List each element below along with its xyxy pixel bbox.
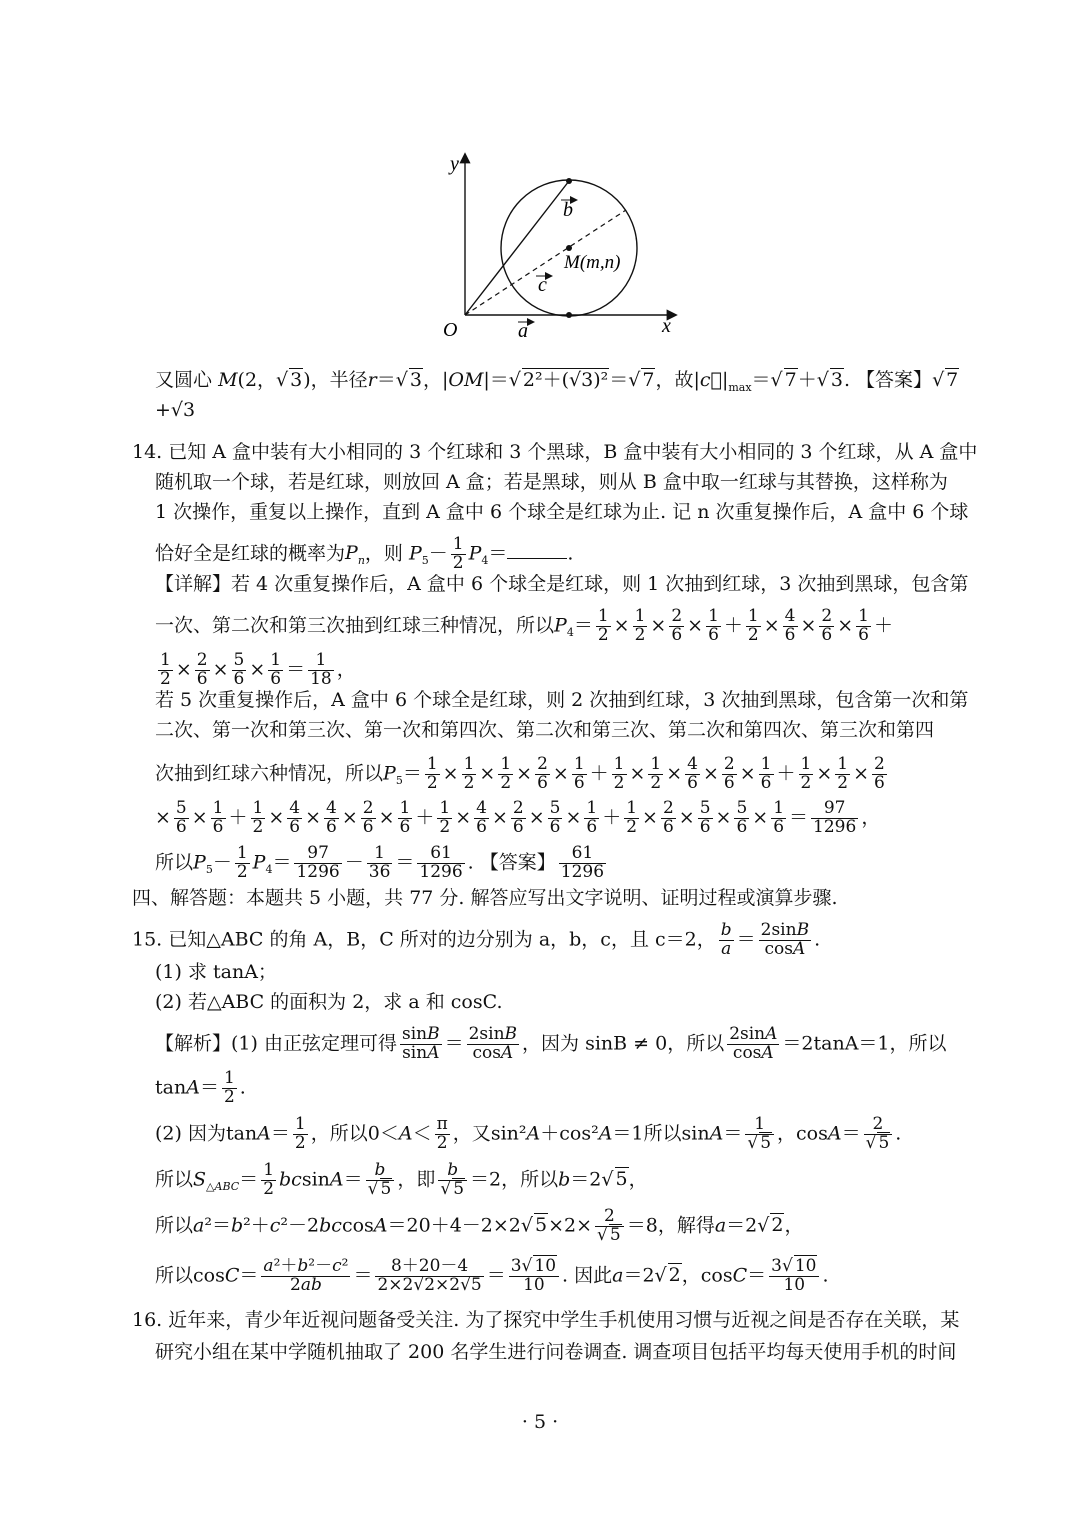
q14-detail-3: $\frac{1}{2}$ × $\frac{2}{6}$ × $\frac{5}{6}$ × $\frac{1}{6}$ ＝ $\frac{1}{18}$ ， bbox=[160, 650, 356, 689]
q15-sol-3-c: ，所以 bbox=[501, 1168, 559, 1191]
q15-sol-1-b: ，因为 sinB ≠ 0，所以 bbox=[522, 1032, 725, 1055]
q14-stem-4: 恰好全是红球的概率为$P_n$，则 $P_5-$ $\frac{1}{2}$ $P_4=$ . bbox=[155, 534, 574, 573]
q15-sol-4-b: ，解得 bbox=[657, 1214, 715, 1237]
q15-sol-4: 所以a²＝b²＋c²－2bccosA＝20＋4－2×2√ 5×2× $\frac{2}{√ 5}$ ＝8，解得a＝2√ 2， bbox=[155, 1206, 804, 1245]
y-label: y bbox=[450, 153, 459, 175]
point-center bbox=[566, 245, 572, 251]
q15-part-2: (2) 若△ABC 的面积为 2，求 a 和 cosC. bbox=[155, 991, 503, 1013]
center-label: M(m,n) bbox=[564, 252, 621, 273]
q14-stem-4-text: 恰好全是红球的概率为 bbox=[155, 542, 346, 565]
q13-answer-label: 【答案】 bbox=[856, 369, 933, 391]
q15-stem-text: 15. 已知△ABC 的角 A，B，C 所对的边分别为 a，b，c，且 c＝2， bbox=[132, 928, 716, 951]
section-4-heading: 四、解答题：本题共 5 小题，共 77 分. 解答应写出文字说明、证明过程或演算步骤. bbox=[132, 887, 838, 909]
q15-part-1: (1) 求 tanA； bbox=[155, 961, 277, 983]
origin-label: O bbox=[443, 319, 458, 341]
q14-stem-1: 14. 已知 A 盒中装有大小相同的 3 个红球和 3 个黑球，B 盒中装有大小相同的 3 个红球，从 A 盒中 bbox=[132, 441, 978, 463]
q15-sol-2: (2) 因为tanA＝ $\frac{1}{2}$ ，所以0＜A＜ $\frac{\pi}{2}$ ，又sin²A＋cos²A＝1所以sinA＝ $\frac{1}{√ 5}$ ，cosA＝ $\frac{2}{√ 5}$ . bbox=[155, 1114, 902, 1153]
q15-sol-3-b: ，即 bbox=[397, 1168, 436, 1191]
vector-b bbox=[465, 181, 569, 315]
q15-sol-4-a: 所以 bbox=[155, 1214, 194, 1237]
vec-b-label: b bbox=[563, 199, 573, 221]
q14-final: 所以$P_5-$ $\frac{1}{2}$ $P_4=$ $\frac{97}{1296}$ － $\frac{1}{36}$ ＝ $\frac{61}{1296}$ . 【答案】 $\frac{61}{1296}$ bbox=[155, 843, 605, 882]
q14-detail-1: 【详解】若 4 次重复操作后，A 盒中 6 个球全是红球，则 1 次抽到红球，3 次抽到黑球，包含第 bbox=[155, 573, 969, 595]
q13-text-c: ，故 bbox=[655, 369, 694, 391]
q14-detail-5: 二次、第一次和第三次、第一次和第四次、第二次和第三次、第二次和第四次、第三次和第四 bbox=[155, 719, 935, 741]
q15-sol-5-a: 所以 bbox=[155, 1264, 194, 1287]
q15-sol-2-b: ，所以 bbox=[310, 1122, 368, 1145]
q14-detail-4: 若 5 次重复操作后，A 盒中 6 个球全是红球，则 2 次抽到红球，3 次抽到黑球，包含第一次和第 bbox=[155, 689, 969, 711]
q15-sol-3: 所以$S_{\triangle ABC}=$ $\frac{1}{2}$ bcsinA＝ $\frac{b}{√ 5}$ ，即 $\frac{b}{√ 5}$ ＝2，所以b＝2√ 5， bbox=[155, 1160, 648, 1199]
page-number: · 5 · bbox=[521, 1411, 559, 1433]
vector-circle-figure bbox=[430, 150, 690, 350]
q13-line-2: +√3 bbox=[155, 399, 196, 421]
vec-a-label: a bbox=[518, 320, 528, 342]
answer-blank[interactable] bbox=[507, 540, 567, 559]
q14-detail-7: × $\frac{5}{6}$ × $\frac{1}{6}$ ＋ $\frac{1}{2}$ × $\frac{4}{6}$ × $\frac{4}{6}$ × $\frac{2}{6}$ × $\frac{1}{6}$ ＋ $\frac{1}{2}$ × $\frac{4}{6}$ × $\frac{2}{6}$ × $\frac{5}{6}$ × $\frac{1}{6}$ ＋ $\frac{1}{2}$ × $\frac{2}{6}$ × $\frac{5}{6}$ × $\frac{5}{6}$ × $\frac{1}{6}$ ＝ $\frac{97}{1296}$ ， bbox=[155, 798, 881, 837]
q14-final-prefix: 所以 bbox=[155, 851, 194, 874]
q14-detail-2: 一次、第二次和第三次抽到红球三种情况，所以$P_4=$ $\frac{1}{2}$ × $\frac{1}{2}$ × $\frac{2}{6}$ × $\frac{1}{6}$ ＋ $\frac{1}{2}$ × $\frac{4}{6}$ × $\frac{2}{6}$ × $\frac{1}{6}$ ＋ bbox=[155, 606, 894, 645]
q15-sol-1-c: ＝2tanA＝1，所以 bbox=[782, 1032, 947, 1055]
q15-sol-1-a: 【解析】(1) 由正弦定理可得 bbox=[155, 1032, 397, 1055]
q15-sol-1: 【解析】(1) 由正弦定理可得 $\frac{\sin B}{\sin A}$ ＝ $\frac{2\sin B}{\cos A}$ ，因为 sinB ≠ 0，所以 $\frac{2\sin A}{\cos A}$ ＝2tanA＝1，所以 bbox=[155, 1024, 947, 1063]
q14-answer-label: 【答案】 bbox=[479, 851, 556, 874]
q15-sol-3-a: 所以 bbox=[155, 1168, 194, 1191]
point-bottom bbox=[566, 312, 572, 318]
q14-stem-2: 随机取一个球，若是红球，则放回 A 盒；若是黑球，则从 B 盒中取一红球与其替换，这样称为 bbox=[155, 471, 948, 493]
q15-sol-2-a: (2) 因为 bbox=[155, 1122, 226, 1145]
q15-stem: 15. 已知△ABC 的角 A，B，C 所对的边分别为 a，b，c，且 c＝2， $\frac{b}{a}$ ＝ $\frac{2\sin B}{\cos A}$ . bbox=[132, 920, 821, 959]
point-top bbox=[566, 178, 572, 184]
q15-sol-2-d: 所以 bbox=[643, 1122, 682, 1145]
q16-line-2: 研究小组在某中学随机抽取了 200 名学生进行问卷调查. 调查项目包括平均每天使用手机的时间 bbox=[155, 1341, 957, 1363]
vec-c-label: c bbox=[538, 274, 547, 296]
q13-text-a: 又圆心 bbox=[155, 369, 213, 391]
q13-line-1: 又圆心 M(2，√ 3)，半径r＝√ 3，|OM|＝√ 2²＋(√3)²＝√ 7，故$|c⃗|_{max}=√$ 7＋√ 3. 【答案】√ 7 bbox=[155, 369, 959, 394]
q15-sol-2-c: ，又 bbox=[452, 1122, 491, 1145]
q14-detail-6: 次抽到红球六种情况，所以$P_5=$ $\frac{1}{2}$ × $\frac{1}{2}$ × $\frac{1}{2}$ × $\frac{2}{6}$ × $\frac{1}{6}$ ＋ $\frac{1}{2}$ × $\frac{1}{2}$ × $\frac{4}{6}$ × $\frac{2}{6}$ × $\frac{1}{6}$ ＋ $\frac{1}{2}$ × $\frac{1}{2}$ × $\frac{2}{6}$ bbox=[155, 754, 885, 793]
q16-line-1: 16. 近年来，青少年近视问题备受关注. 为了探究中学生手机使用习惯与近视之间是否存在关联，某 bbox=[132, 1309, 960, 1331]
q14-detail-2-text: 一次、第二次和第三次抽到红球三种情况，所以 bbox=[155, 614, 555, 637]
q15-sol-5: 所以cosC＝ $\frac{\text{a²＋b²－c²}}{2ab}$ ＝ $\frac{8+20-4}{2\times 2√2\times 2√5}$ ＝ $\frac{3√ 10}{10}$ . 因此a＝2√ 2，cosC＝ $\frac{3√ 10}{10}$ . bbox=[155, 1256, 829, 1295]
q15-sol-1-result: tanA＝ $\frac{1}{2}$ . bbox=[155, 1068, 246, 1107]
q14-stem-3: 1 次操作，重复以上操作，直到 A 盒中 6 个球全是红球为止. 记 n 次重复操作后，A 盒中 6 个球 bbox=[155, 501, 969, 523]
x-label: x bbox=[662, 315, 671, 337]
q15-sol-5-b: . 因此 bbox=[562, 1264, 613, 1287]
q14-detail-6-text: 次抽到红球六种情况，所以 bbox=[155, 762, 384, 785]
q13-text-b: ，半径 bbox=[310, 369, 368, 391]
